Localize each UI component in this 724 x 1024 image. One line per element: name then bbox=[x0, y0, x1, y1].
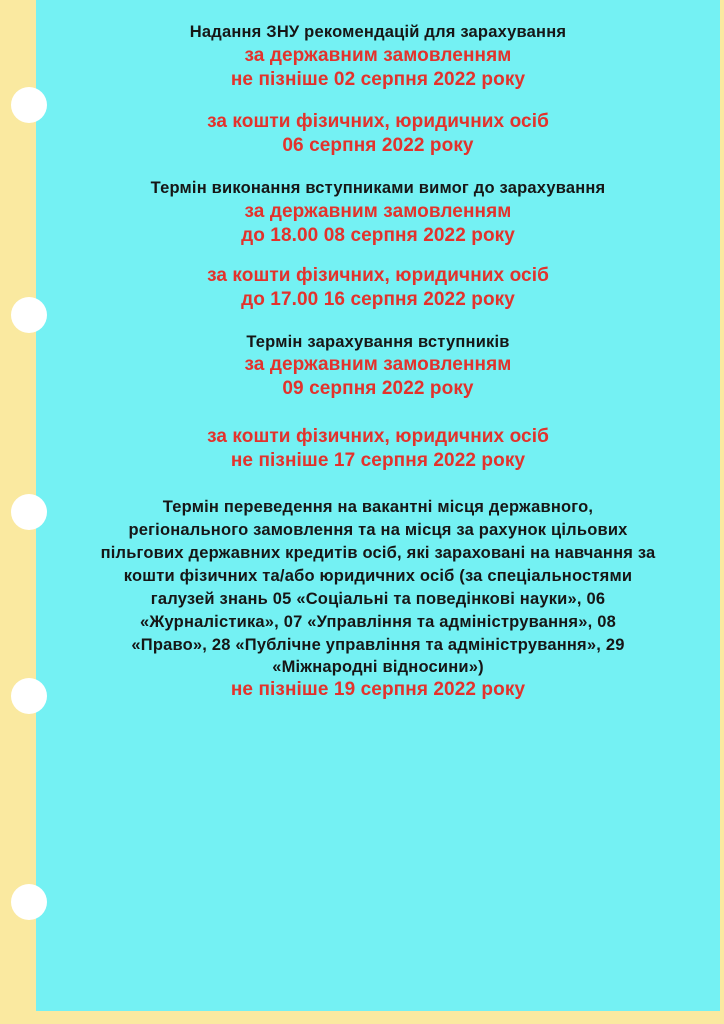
binder-hole bbox=[11, 884, 47, 920]
requirements-private-date: до 17.00 16 серпня 2022 року bbox=[241, 289, 515, 310]
zno-private-date: 06 серпня 2022 року bbox=[282, 135, 474, 156]
enrollment-state-label: за державним замовленням bbox=[244, 354, 512, 375]
requirements-private-label: за кошти фізичних, юридичних осіб bbox=[207, 265, 549, 286]
enrollment-heading: Термін зарахування вступників bbox=[246, 333, 510, 351]
transfer-heading-line: кошти фізичних та/або юридичних осіб (за спеціальностями bbox=[123, 567, 633, 585]
requirements-state-label: за державним замовленням bbox=[244, 201, 512, 222]
requirements-state-date: до 18.00 08 серпня 2022 року bbox=[241, 225, 515, 246]
zno-heading: Надання ЗНУ рекомендацій для зарахування bbox=[189, 23, 567, 41]
transfer-heading-line: «Міжнародні відносини») bbox=[272, 658, 484, 676]
transfer-heading-line: Термін переведення на вакантні місця державного, bbox=[162, 498, 594, 516]
enrollment-private-label: за кошти фізичних, юридичних осіб bbox=[207, 426, 549, 447]
zno-state-date: не пізніше 02 серпня 2022 року bbox=[230, 69, 526, 90]
transfer-heading-line: «Журналістика», 07 «Управління та адміністрування», 08 bbox=[140, 613, 616, 631]
enrollment-private-date: не пізніше 17 серпня 2022 року bbox=[230, 450, 526, 471]
transfer-heading-line: пільгових державних кредитів осіб, які зараховані на навчання за bbox=[100, 544, 656, 562]
zno-private-label: за кошти фізичних, юридичних осіб bbox=[207, 111, 549, 132]
transfer-heading-line: «Право», 28 «Публічне управління та адміністрування», 29 bbox=[131, 636, 625, 654]
enrollment-state-date: 09 серпня 2022 року bbox=[282, 378, 474, 399]
zno-state-label: за державним замовленням bbox=[244, 45, 512, 66]
transfer-heading-line: регіонального замовлення та на місця за рахунок цільових bbox=[128, 521, 628, 539]
requirements-heading: Термін виконання вступниками вимог до зарахування bbox=[150, 179, 606, 197]
transfer-heading-line: галузей знань 05 «Соціальні та поведінкові науки», 06 bbox=[150, 590, 606, 608]
transfer-date: не пізніше 19 серпня 2022 року bbox=[230, 679, 526, 700]
